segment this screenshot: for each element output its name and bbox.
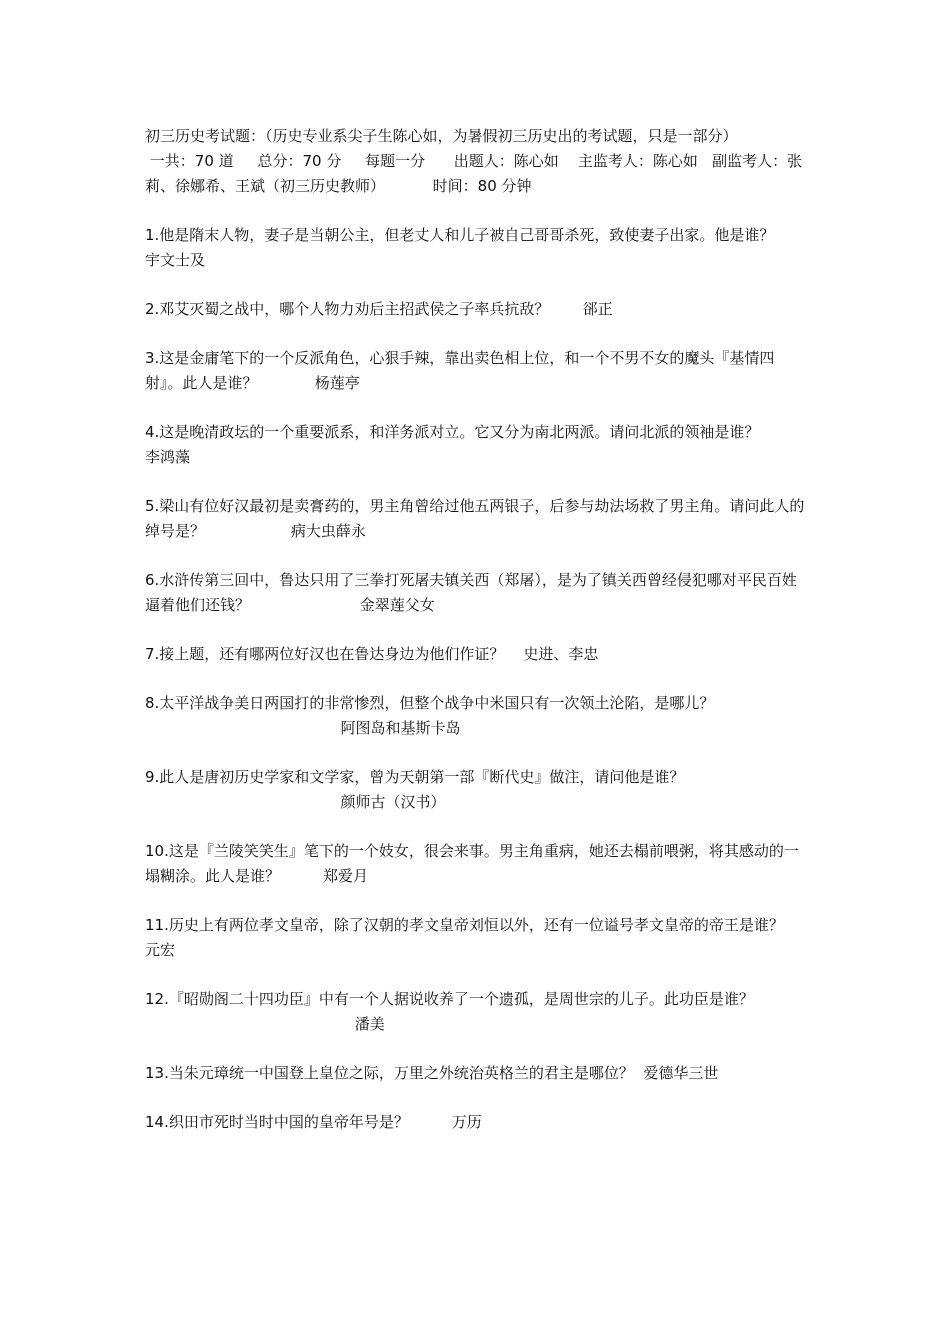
question-text: 3.这是金庸笔下的一个反派角色，心狠手辣，靠出卖色相上位，和一个不男不女的魔头『基情四射』。此人是谁？ [145,349,775,392]
question-item [145,913,810,963]
question-text: 12.『昭勋阁二十四功臣』中有一个人据说收养了一个遗孤，是周世宗的儿子。此功臣是谁？ [145,990,754,1008]
question-item [145,223,810,273]
answer-spacer [250,596,360,614]
question-item [145,765,810,815]
question-item [145,987,810,1037]
question-answer: 元宏 [145,941,176,959]
spacer [145,199,810,223]
answer-spacer [759,423,902,441]
question-item [145,839,810,889]
question-list [145,223,810,1135]
question-item [145,1061,810,1086]
question-item [145,568,810,618]
question-text: 14.织田市死时当时中国的皇帝年号是？ [145,1113,409,1131]
question-item [145,494,810,544]
question-answer: 万历 [451,1113,482,1131]
question-item [145,1110,810,1135]
exam-document [145,124,810,1159]
answer-spacer [280,867,323,885]
answer-spacer [409,1113,452,1131]
answer-spacer [784,916,927,934]
question-text: 9.此人是唐初历史学家和文学家，曾为天朝第一部『断代史』做注，请问他是谁？ [145,768,685,786]
question-text: 7.接上题，还有哪两位好汉也在鲁达身边为他们作证？ [145,645,505,663]
answer-spacer [145,719,341,737]
exam-info: 一共：70 道 总分：70 分 每题一分 出题人：陈心如 主监考人：陈心如 副监考人：张莉、徐娜希、王斌（初三历史教师） 时间：80 分钟 [145,152,803,195]
answer-spacer [549,300,582,318]
question-item [145,420,810,470]
question-answer: 病大虫薛永 [290,522,366,540]
question-text: 13.当朱元璋统一中国登上皇位之际，万里之外统治英格兰的君主是哪位？ [145,1064,634,1082]
answer-spacer [774,226,922,244]
question-item [145,346,810,396]
question-answer: 爱德华三世 [643,1064,719,1082]
question-answer: 潘美 [354,1015,385,1033]
answer-spacer [145,793,341,811]
question-text: 2.邓艾灭蜀之战中，哪个人物力劝后主招武侯之子率兵抗敌？ [145,300,550,318]
question-item [145,297,810,322]
answer-spacer [205,522,291,540]
question-item [145,642,810,667]
answer-spacer [634,1064,644,1082]
answer-spacer [258,374,315,392]
answer-spacer [145,1015,355,1033]
question-text: 11.历史上有两位孝文皇帝，除了汉朝的孝文皇帝刘恒以外，还有一位谥号孝文皇帝的帝王是谁？ [145,916,784,934]
question-answer: 郤正 [582,300,613,318]
question-text: 4.这是晚清政坛的一个重要派系，和洋务派对立。它又分为南北两派。请问北派的领袖是谁？ [145,423,760,441]
question-answer: 阿图岛和基斯卡岛 [340,719,461,737]
exam-title: 初三历史考试题：（历史专业系尖子生陈心如，为暑假初三历史出的考试题，只是一部分） [145,127,738,145]
question-text: 5.梁山有位好汉最初是卖膏药的，男主角曾给过他五两银子，后参与劫法场救了男主角。请问此人的绰号是？ [145,497,805,540]
question-text: 6.水浒传第三回中，鲁达只用了三拳打死屠夫镇关西（郑屠），是为了镇关西曾经侵犯哪对平民百姓逼着他们还钱？ [145,571,797,614]
question-text: 10.这是『兰陵笑笑生』笔下的一个妓女，很会来事。男主角重病，她还去榻前喂粥，将其感动的一塌糊涂。此人是谁？ [145,842,799,885]
question-answer: 杨莲亭 [314,374,360,392]
question-text: 8.太平洋战争美日两国打的非常惨烈，但整个战争中米国只有一次领土沦陷，是哪儿？ [145,694,715,712]
question-answer: 郑爱月 [322,867,368,885]
question-text: 1.他是隋末人物，妻子是当朝公主，但老丈人和儿子被自己哥哥杀死，致使妻子出家。他是谁？ [145,226,775,244]
question-answer: 颜师古（汉书） [340,793,446,811]
question-answer: 李鸿藻 [145,448,191,466]
question-item [145,691,810,741]
question-answer: 金翠莲父女 [359,596,435,614]
question-answer: 宇文士及 [145,251,206,269]
answer-spacer [504,645,523,663]
question-answer: 史进、李忠 [523,645,599,663]
